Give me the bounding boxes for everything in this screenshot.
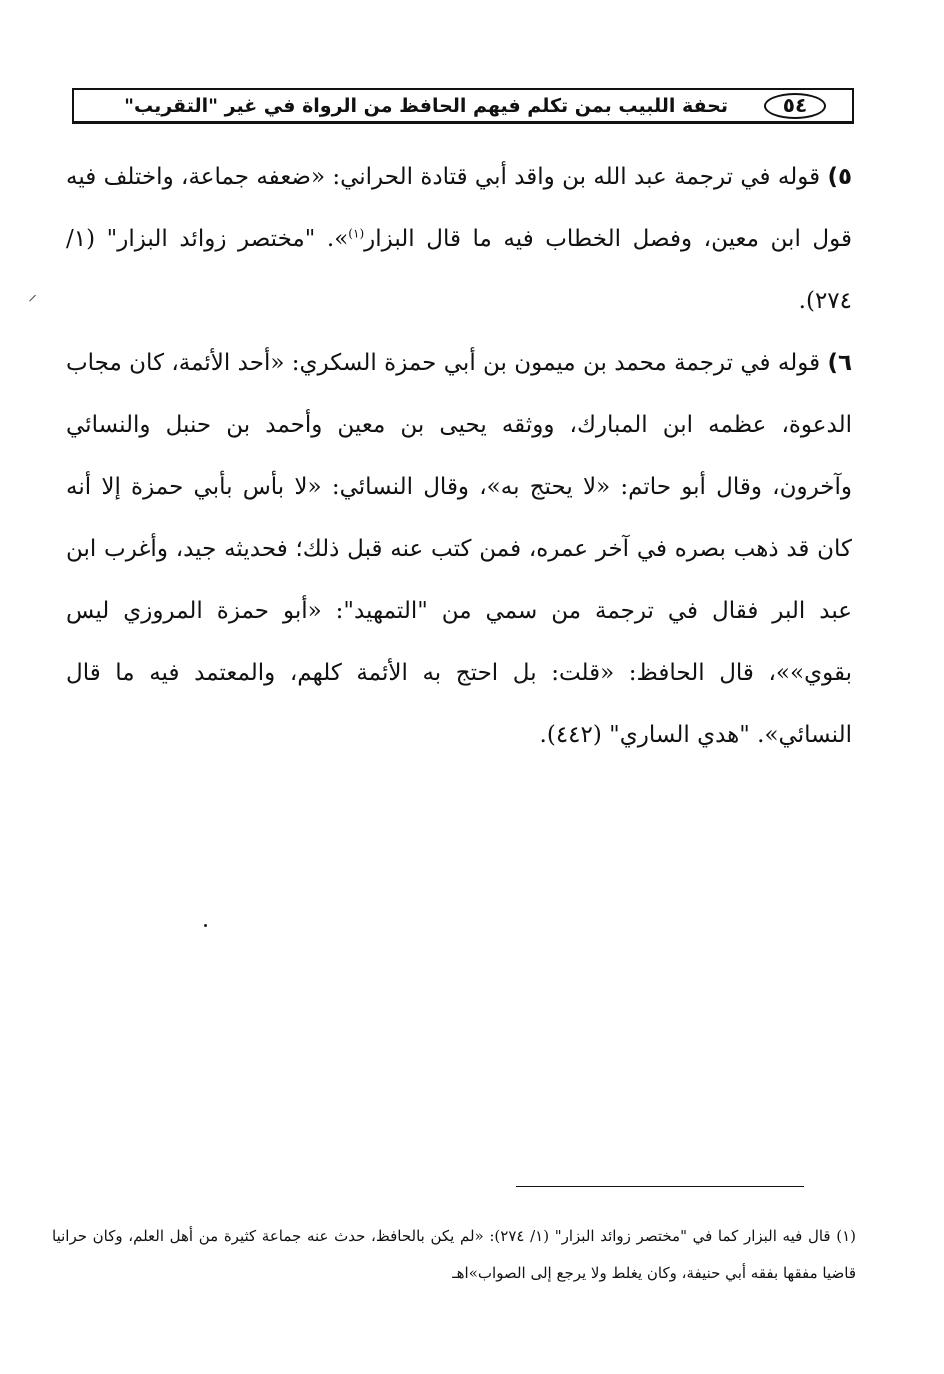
margin-mark: ⸝ bbox=[28, 284, 37, 305]
footnote-separator bbox=[516, 1186, 804, 1187]
running-header bbox=[72, 88, 854, 124]
paragraph-number: ٦) bbox=[827, 350, 852, 376]
paragraph-text: قوله في ترجمة عبد الله بن واقد أبي قتادة الحراني: «ضعفه جماعة، واختلف فيه قول ابن معين، وفصل الخطاب فيه ما قال البزار bbox=[66, 164, 853, 252]
paragraph-text-continued: ». "مختصر زوائد البزار" (١/ ٢٧٤). bbox=[66, 226, 852, 314]
footnotes bbox=[52, 1218, 856, 1292]
footnote-reference[interactable]: (١) bbox=[348, 226, 365, 241]
page-number: ٥٤ bbox=[764, 93, 826, 119]
main-text bbox=[66, 146, 852, 766]
stray-dot bbox=[204, 924, 207, 927]
running-header-title: تحفة اللبيب بمن تكلم فيهم الحافظ من الرواة في غير "التقريب" bbox=[124, 95, 728, 117]
paragraph-6 bbox=[66, 332, 852, 766]
paragraph-text: قوله في ترجمة محمد بن ميمون بن أبي حمزة السكري: «أحد الأئمة، كان مجاب الدعوة، عظمه ابن المبارك، ووثقه يحيى بن معين وأحمد بن حنبل والنسائي وآخرون، وقال أبو حاتم: «لا يحتج به»، وقال النسائي: «لا بأس بأبي حمزة إلا أنه كان قد ذهب بصره في آخر عمره، فمن كتب عنه قبل ذلك؛ فحديثه جيد، وأغرب ابن عبد البر فقال في ترجمة من سمي من "التمهيد": «أبو حمزة المروزي ليس بقوي»»، قال الحافظ: «قلت: بل احتج به الأئمة كلهم، والمعتمد فيه ما قال النسائي». "هدي الساري" (٤٤٢). bbox=[66, 350, 852, 748]
paragraph-number: ٥) bbox=[827, 164, 852, 190]
paragraph-5 bbox=[66, 146, 852, 332]
footnote-1: (١) قال فيه البزار كما في "مختصر زوائد البزار" (١/ ٢٧٤): «لم يكن بالحافظ، حدث عنه جماعة كثيرة من أهل العلم، وكان حرانيا قاضيا مفقها بفقه أبي حنيفة، وكان يغلط ولا يرجع إلى الصواب»اهـ bbox=[52, 1227, 856, 1282]
